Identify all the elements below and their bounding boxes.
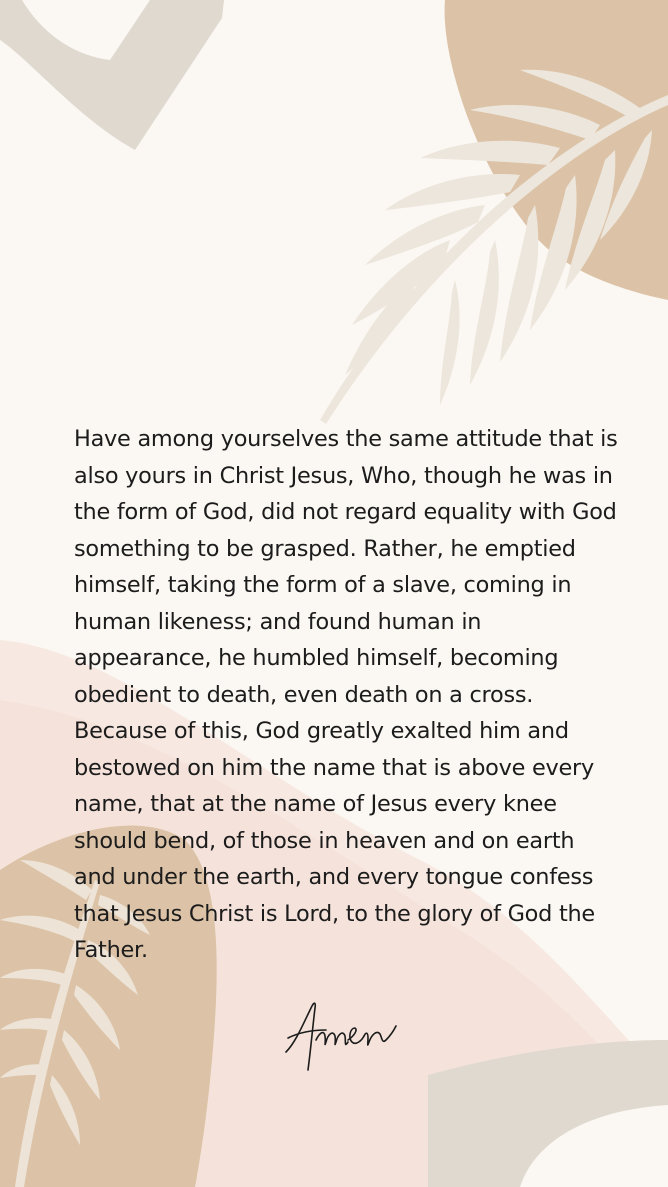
verse-paragraph-1: Have among yourselves the same attitude that is also yours in Christ Jesus, Who, though he was in the form of God, did not regard equality with God something to be grasped. Rather, he emptied himself, taking the form of a slave, coming in human likeness; and found human in appearance, he humbled himself, becoming obedient to death, even death on a cross. — [74, 426, 618, 708]
verse-text — [74, 421, 619, 969]
amen-script-drawing — [278, 992, 408, 1077]
verse-paragraph-2: Because of this, God greatly exalted him and bestowed on him the name that is above every name, that at the name of Jesus every knee should bend, of those in heaven and on earth and under the earth, and every tongue confess that Jesus Christ is Lord, to the glory of God the Father. — [74, 718, 595, 963]
amen-signature — [278, 992, 408, 1077]
